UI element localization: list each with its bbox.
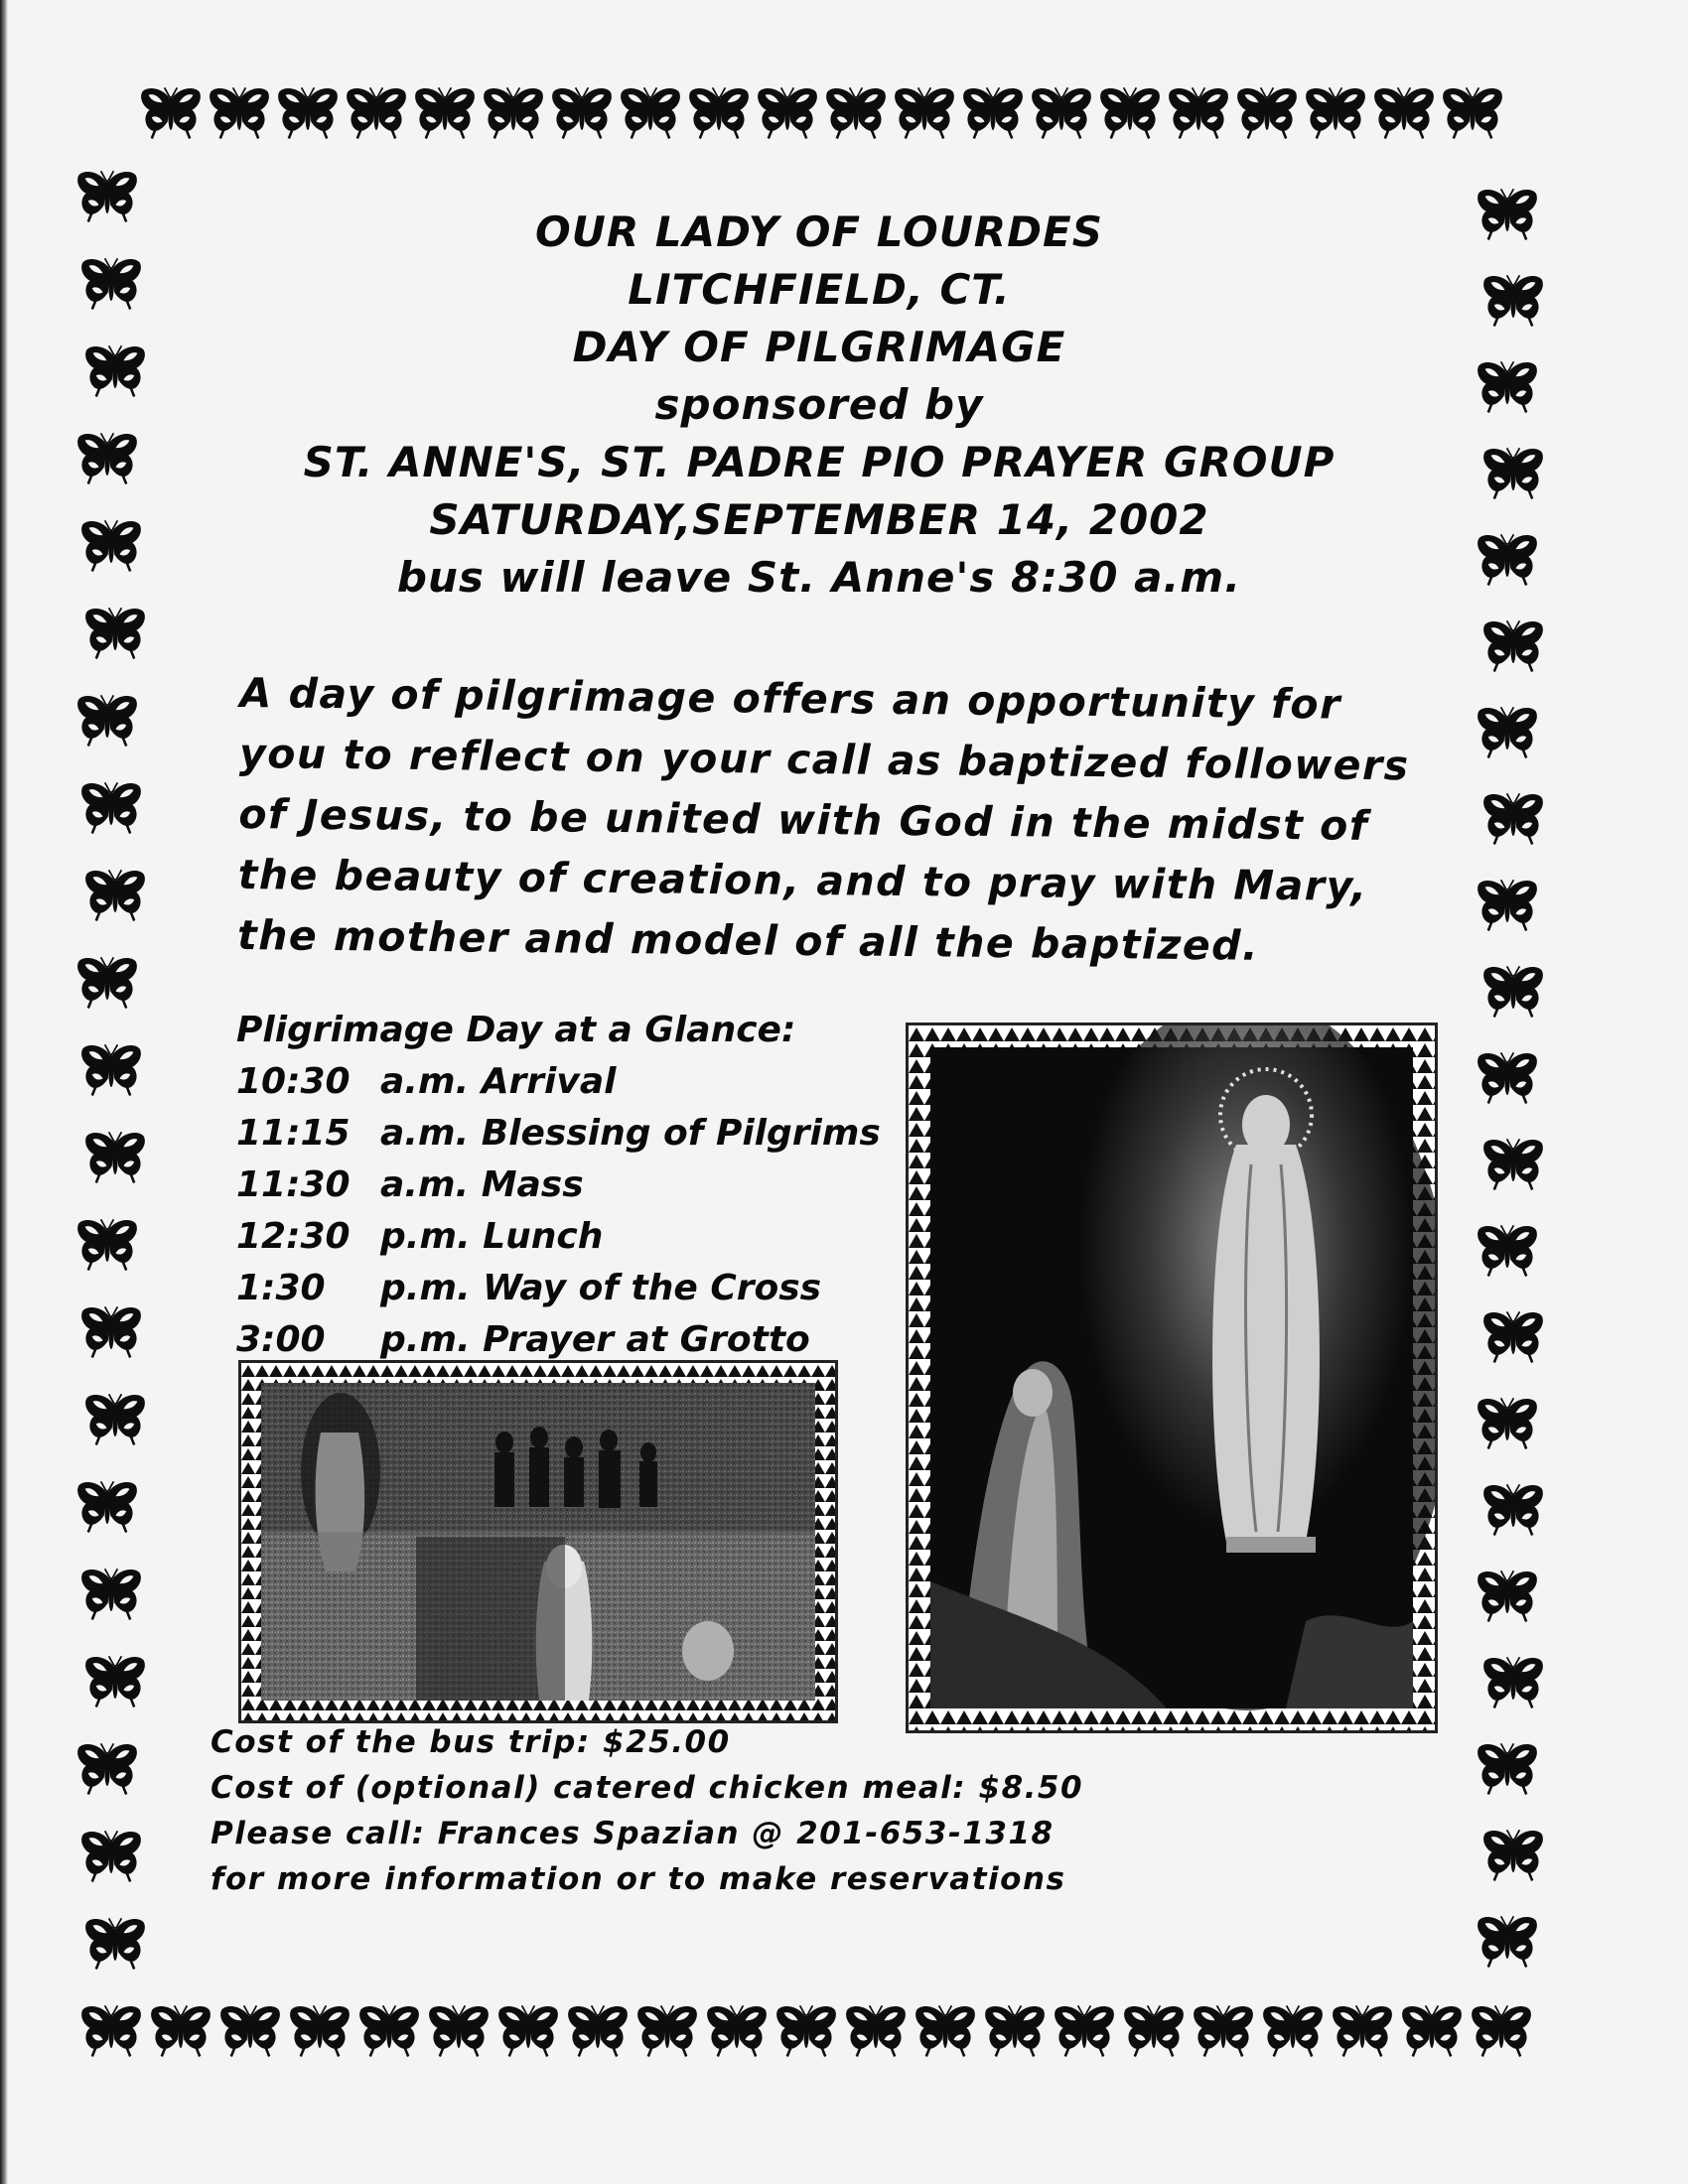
butterfly-icon: [79, 1042, 143, 1100]
butterfly-icon: [1372, 85, 1436, 143]
butterfly-icon: [75, 693, 139, 751]
butterfly-icon: [1476, 1396, 1539, 1453]
butterfly-icon: [75, 169, 139, 226]
pilgrims-grotto-photo-art: [241, 1363, 835, 1720]
butterfly-icon: [276, 85, 340, 143]
butterfly-icon: [83, 1916, 147, 1974]
butterfly-icon: [1476, 1741, 1539, 1799]
schedule-activity: a.m. Blessing of Pilgrims: [380, 1113, 881, 1154]
mary-statue-photo-art: [909, 1025, 1435, 1730]
intro-line: the beauty of creation, and to pray with Mary,: [237, 850, 1368, 910]
butterfly-icon: [79, 518, 143, 576]
butterfly-icon: [774, 2003, 838, 2061]
schedule-item: [236, 1263, 881, 1314]
butterfly-icon: [208, 85, 271, 143]
butterfly-icon: [893, 85, 956, 143]
butterfly-icon: [1476, 359, 1539, 417]
butterfly-icon: [1331, 2003, 1394, 2061]
butterfly-icon: [1261, 2003, 1325, 2061]
schedule-item: [236, 1314, 881, 1366]
header-church-name: OUR LADY OF LOURDES: [535, 207, 1103, 256]
schedule-item: [236, 1160, 881, 1211]
butterfly-icon: [413, 85, 477, 143]
schedule-item: [236, 1056, 881, 1108]
butterfly-icon: [1481, 446, 1545, 503]
butterfly-icon: [345, 85, 408, 143]
header-event-date: SATURDAY,SEPTEMBER 14, 2002: [429, 495, 1209, 544]
butterfly-icon: [756, 85, 819, 143]
butterfly-icon: [83, 606, 147, 663]
butterfly-icon: [1481, 791, 1545, 849]
butterfly-icon: [79, 1567, 143, 1624]
butterfly-icon: [1304, 85, 1367, 143]
event-header: [218, 204, 1420, 607]
schedule-time: 11:30: [236, 1164, 351, 1205]
butterfly-icon: [75, 955, 139, 1013]
butterfly-icon: [79, 1304, 143, 1362]
reservation-note: for more information or to make reservations: [211, 1861, 1066, 1897]
contact-phone: Please call: Frances Spazian @ 201-653-1318: [211, 1816, 1055, 1851]
butterfly-icon: [635, 2003, 699, 2061]
butterfly-icon: [79, 1829, 143, 1886]
butterfly-icon: [75, 1741, 139, 1799]
butterfly-icon: [79, 780, 143, 838]
cost-and-contact: [211, 1719, 1083, 1902]
header-sponsor-group: ST. ANNE'S, ST. PADRE PIO PRAYER GROUP: [303, 438, 1336, 486]
intro-line: A day of pilgrimage offers an opportunity for: [239, 668, 1342, 729]
header-sponsored-by: sponsored by: [654, 380, 984, 429]
butterfly-border-left: [87, 169, 147, 2003]
schedule-activity: a.m. Mass: [380, 1164, 584, 1205]
schedule-time: 1:30: [236, 1268, 326, 1308]
butterfly-icon: [844, 2003, 908, 2061]
butterfly-icon: [1192, 2003, 1255, 2061]
butterfly-icon: [619, 85, 682, 143]
intro-paragraph: [237, 663, 1452, 979]
butterfly-icon: [1481, 618, 1545, 676]
pilgrims-grotto-photo: [238, 1360, 838, 1723]
schedule-activity: a.m. Arrival: [380, 1061, 617, 1102]
butterfly-icon: [1476, 187, 1539, 244]
schedule-item: [236, 1211, 881, 1263]
butterfly-icon: [1481, 273, 1545, 331]
butterfly-icon: [288, 2003, 352, 2061]
butterfly-icon: [83, 343, 147, 401]
butterfly-icon: [824, 85, 888, 143]
butterfly-icon: [83, 868, 147, 925]
butterfly-icon: [1098, 85, 1162, 143]
butterfly-icon: [1476, 1050, 1539, 1108]
butterfly-icon: [1053, 2003, 1116, 2061]
butterfly-icon: [1476, 1569, 1539, 1626]
butterfly-icon: [149, 2003, 212, 2061]
butterfly-icon: [357, 2003, 421, 2061]
schedule-activity: p.m. Prayer at Grotto: [380, 1319, 810, 1360]
butterfly-icon: [83, 1130, 147, 1187]
butterfly-icon: [1476, 1914, 1539, 1972]
butterfly-icon: [83, 1392, 147, 1449]
schedule-activity: p.m. Way of the Cross: [380, 1268, 822, 1308]
butterfly-icon: [1476, 532, 1539, 590]
butterfly-icon: [75, 1217, 139, 1275]
butterfly-icon: [1481, 1309, 1545, 1367]
mary-statue-photo: [906, 1023, 1438, 1733]
header-event-title: DAY OF PILGRIMAGE: [572, 323, 1066, 371]
butterfly-icon: [1470, 2003, 1533, 2061]
butterfly-icon: [1481, 1828, 1545, 1885]
butterfly-icon: [914, 2003, 977, 2061]
butterfly-icon: [218, 2003, 282, 2061]
butterfly-border-bottom: [79, 2003, 1539, 2061]
schedule-section: [236, 1005, 881, 1366]
butterfly-icon: [983, 2003, 1047, 2061]
butterfly-icon: [1481, 1482, 1545, 1540]
butterfly-border-right: [1481, 187, 1545, 2000]
schedule-item: [236, 1108, 881, 1160]
butterfly-icon: [1122, 2003, 1186, 2061]
butterfly-icon: [1481, 964, 1545, 1022]
schedule-time: 10:30: [236, 1061, 351, 1102]
butterfly-icon: [1481, 1655, 1545, 1712]
butterfly-icon: [1476, 878, 1539, 935]
butterfly-icon: [1476, 705, 1539, 762]
butterfly-icon: [1481, 1137, 1545, 1194]
butterfly-icon: [1441, 85, 1504, 143]
schedule-activity: p.m. Lunch: [380, 1216, 604, 1257]
butterfly-icon: [83, 1654, 147, 1711]
butterfly-icon: [1400, 2003, 1464, 2061]
butterfly-icon: [961, 85, 1025, 143]
butterfly-icon: [496, 2003, 560, 2061]
header-location: LITCHFIELD, CT.: [628, 265, 1011, 314]
butterfly-icon: [427, 2003, 491, 2061]
scan-edge-shadow: [0, 0, 8, 2184]
schedule-time: 3:00: [236, 1319, 326, 1360]
butterfly-icon: [550, 85, 614, 143]
schedule-title: Pligrimage Day at a Glance:: [236, 1010, 796, 1050]
butterfly-icon: [687, 85, 751, 143]
meal-cost: Cost of (optional) catered chicken meal: $8.50: [211, 1770, 1084, 1806]
butterfly-icon: [705, 2003, 769, 2061]
intro-line: you to reflect on your call as baptized followers: [238, 729, 1410, 790]
schedule-time: 11:15: [236, 1113, 351, 1154]
butterfly-icon: [482, 85, 545, 143]
bus-cost: Cost of the bus trip: $25.00: [211, 1724, 731, 1760]
schedule-time: 12:30: [236, 1216, 351, 1257]
butterfly-border-top: [139, 85, 1509, 143]
header-bus-departure: bus will leave St. Anne's 8:30 a.m.: [396, 553, 1242, 602]
butterfly-icon: [79, 2003, 143, 2061]
butterfly-icon: [1476, 1223, 1539, 1281]
intro-line: the mother and model of all the baptized.: [236, 910, 1260, 970]
butterfly-icon: [1167, 85, 1230, 143]
butterfly-icon: [79, 256, 143, 314]
butterfly-icon: [1030, 85, 1093, 143]
butterfly-icon: [139, 85, 203, 143]
intro-line: of Jesus, to be united with God in the midst of: [238, 789, 1369, 850]
butterfly-icon: [75, 1479, 139, 1537]
butterfly-icon: [1235, 85, 1299, 143]
butterfly-icon: [566, 2003, 630, 2061]
butterfly-icon: [75, 431, 139, 488]
